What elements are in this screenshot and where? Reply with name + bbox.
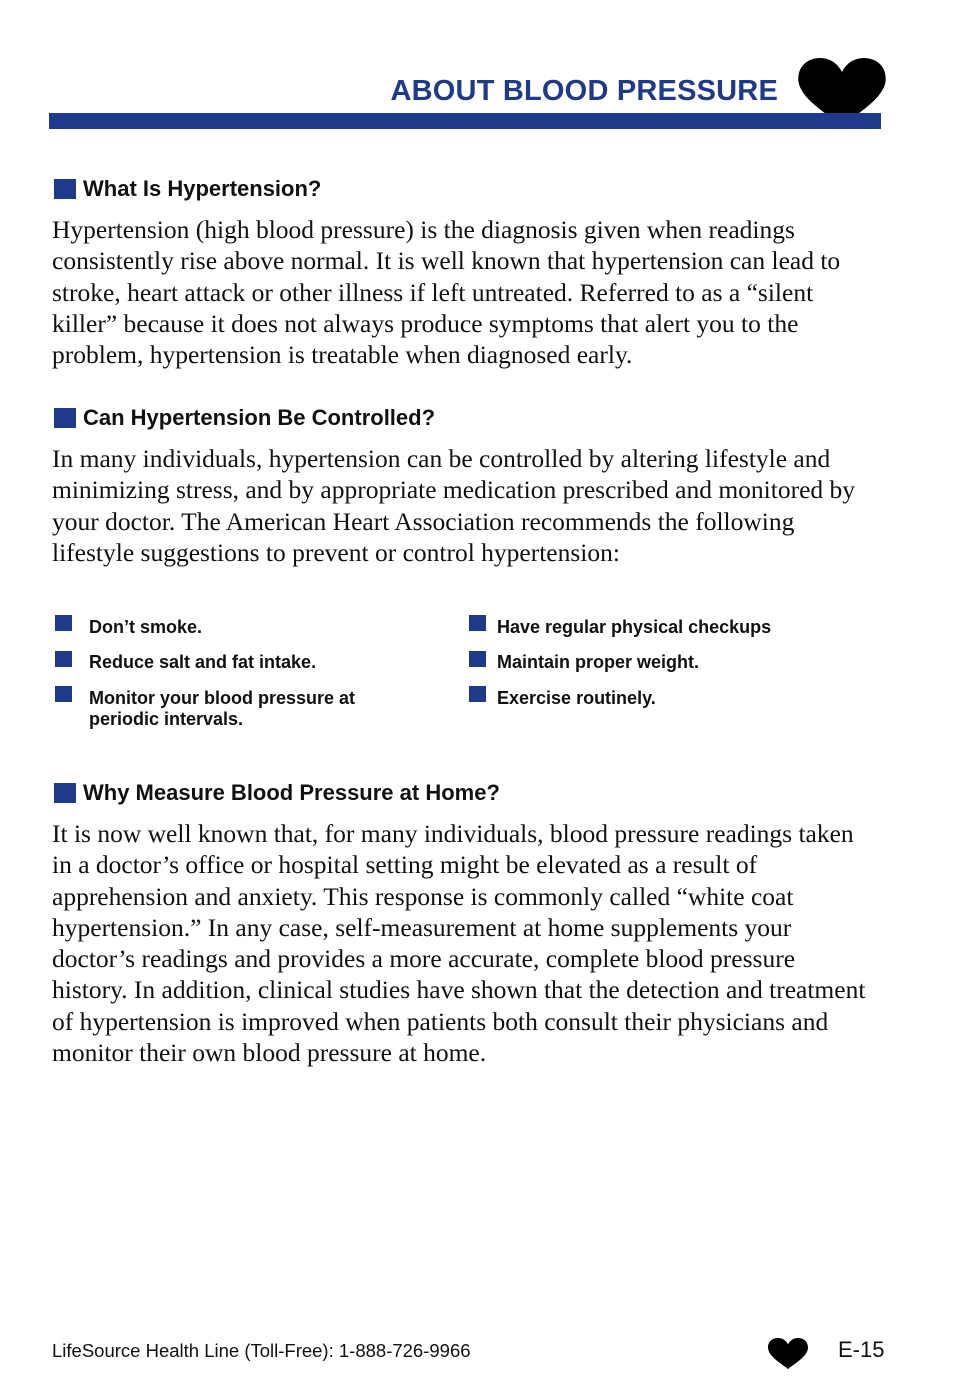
square-bullet-icon [55, 615, 72, 631]
square-bullet-icon [469, 615, 486, 631]
section-heading-can-hypertension-be-controlled [54, 405, 435, 431]
list-item: Maintain proper weight. [497, 652, 700, 672]
square-bullet-icon [469, 651, 486, 667]
section-heading-why-measure-at-home [54, 780, 500, 806]
heart-icon [768, 1338, 808, 1370]
list-item: Don’t smoke. [89, 617, 203, 637]
section-heading-text: Can Hypertension Be Controlled? [83, 405, 436, 430]
square-bullet-icon [55, 651, 72, 667]
list-item: Have regular physical checkups [497, 617, 772, 637]
section-body-what-is-hypertension: Hypertension (high blood pressure) is the diagnosis given when readings consistently rise above normal. It is well known that hypertension can lead to stroke, heart attack or other illness if left untreated. Referred to as a “silent killer” because it does not always produce symptoms that alert you to the problem, hypertension is treatable when diagnosed early. [52, 215, 841, 370]
section-body-why-measure-at-home: It is now well known that, for many individuals, blood pressure readings taken in a doctor’s office or hospital setting might be elevated as a result of apprehension and anxiety. This response is commonly called “white coat hypertension.” In any case, self-measurement at home supplements your doctor’s readings and provides a more accurate, complete blood pressure history. In addition, clinical studies have shown that the detection and treatment of hypertension is improved when patients both consult their physicians and monitor their own blood pressure at home. [52, 819, 866, 1068]
square-bullet-icon [55, 686, 72, 702]
list-item: Monitor your blood pressure at periodic intervals. [89, 688, 356, 729]
square-bullet-icon [54, 783, 76, 803]
square-bullet-icon [469, 686, 486, 702]
page-title: ABOUT BLOOD PRESSURE [390, 75, 778, 107]
list-item: Reduce salt and fat intake. [89, 652, 317, 672]
footer-helpline: LifeSource Health Line (Toll-Free): 1-888-726-9966 [52, 1340, 471, 1361]
section-heading-text: What Is Hypertension? [83, 176, 322, 201]
section-heading-text: Why Measure Blood Pressure at Home? [83, 780, 500, 805]
header-rule [49, 113, 881, 129]
square-bullet-icon [54, 408, 76, 428]
section-heading-what-is-hypertension [54, 176, 321, 202]
page-number: E-15 [838, 1337, 885, 1362]
section-body-can-hypertension-be-controlled: In many individuals, hypertension can be controlled by altering lifestyle and minimizing stress, and by appropriate medication prescribed and monitored by your doctor. The American Heart Association recommends the following lifestyle suggestions to prevent or control hypertension: [52, 444, 856, 567]
list-item: Exercise routinely. [497, 688, 656, 708]
square-bullet-icon [54, 179, 76, 199]
